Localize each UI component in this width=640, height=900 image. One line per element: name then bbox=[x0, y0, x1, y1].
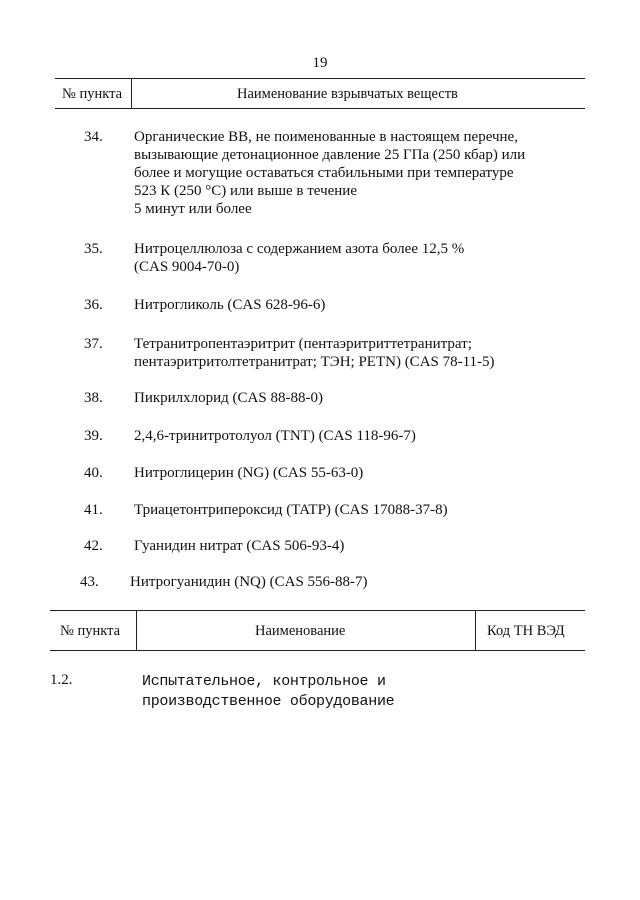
table2-header-code: Код ТН ВЭД bbox=[487, 623, 565, 639]
item-number: 42. bbox=[84, 538, 103, 554]
item-number: 40. bbox=[84, 465, 103, 481]
item-text-line: 523 К (250 °С) или выше в течение bbox=[134, 183, 357, 199]
item-text-line: (CAS 9004-70-0) bbox=[134, 259, 240, 275]
table2-header-name: Наименование bbox=[255, 623, 346, 639]
item-text bbox=[134, 335, 584, 371]
item-number: 37. bbox=[84, 336, 103, 352]
item-number: 39. bbox=[84, 428, 103, 444]
item-number: 43. bbox=[80, 574, 99, 590]
item-text bbox=[134, 240, 584, 276]
item-number: 38. bbox=[84, 390, 103, 406]
item-text-line: Нитрогликоль (CAS 628-96-6) bbox=[134, 297, 326, 313]
item-text bbox=[130, 573, 580, 591]
section-title-line: Испытательное, контрольное и bbox=[142, 673, 386, 690]
item-text-line: 2,4,6-тринитротолуол (TNT) (CAS 118-96-7) bbox=[134, 428, 416, 444]
item-number: 41. bbox=[84, 502, 103, 518]
table1-column-divider bbox=[131, 78, 132, 108]
item-text-line: 5 минут или более bbox=[134, 201, 252, 217]
section-title bbox=[142, 672, 394, 712]
item-text-line: Триацетонтрипероксид (TATP) (CAS 17088-37-8) bbox=[134, 502, 448, 518]
table2-top-border bbox=[50, 610, 585, 611]
item-text-line: вызывающие детонационное давление 25 ГПа (250 кбар) или bbox=[134, 147, 526, 163]
section-number: 1.2. bbox=[50, 672, 73, 688]
table2-column-divider-2 bbox=[475, 610, 476, 650]
item-text-line: более и могущие оставаться стабильными при температуре bbox=[134, 165, 514, 181]
item-text bbox=[134, 464, 584, 482]
item-text-line: Пикрилхлорид (CAS 88-88-0) bbox=[134, 390, 323, 406]
item-text-line: пентаэритритолтетранитрат; ТЭН; PETN) (CAS 78-11-5) bbox=[134, 354, 495, 370]
item-text-line: Органические ВВ, не поименованные в настоящем перечне, bbox=[134, 129, 518, 145]
item-text-line: Нитроцеллюлоза с содержанием азота более 12,5 % bbox=[134, 241, 465, 257]
item-number: 35. bbox=[84, 241, 103, 257]
item-text bbox=[134, 296, 584, 314]
item-text bbox=[134, 537, 584, 555]
item-text bbox=[134, 427, 584, 445]
item-number: 36. bbox=[84, 297, 103, 313]
page-number: 19 bbox=[312, 55, 328, 71]
table1-top-border bbox=[55, 78, 585, 79]
item-text bbox=[134, 389, 584, 407]
table2-header-num: № пункта bbox=[60, 623, 121, 639]
item-text-line: Нитрогуанидин (NQ) (CAS 556-88-7) bbox=[130, 574, 368, 590]
table2-bottom-border bbox=[50, 650, 585, 651]
section-title-line: производственное оборудование bbox=[142, 693, 395, 710]
table1-bottom-border bbox=[55, 108, 585, 109]
item-text bbox=[134, 501, 584, 519]
item-text-line: Нитроглицерин (NG) (CAS 55-63-0) bbox=[134, 465, 364, 481]
item-text-line: Тетранитропентаэритрит (пентаэритриттетранитрат; bbox=[134, 336, 472, 352]
item-text-line: Гуанидин нитрат (CAS 506-93-4) bbox=[134, 538, 345, 554]
table1-header-name: Наименование взрывчатых веществ bbox=[237, 86, 458, 102]
item-text bbox=[134, 128, 584, 218]
table1-header-num: № пункта bbox=[62, 86, 123, 102]
item-number: 34. bbox=[84, 129, 103, 145]
table2-column-divider-1 bbox=[136, 610, 137, 650]
